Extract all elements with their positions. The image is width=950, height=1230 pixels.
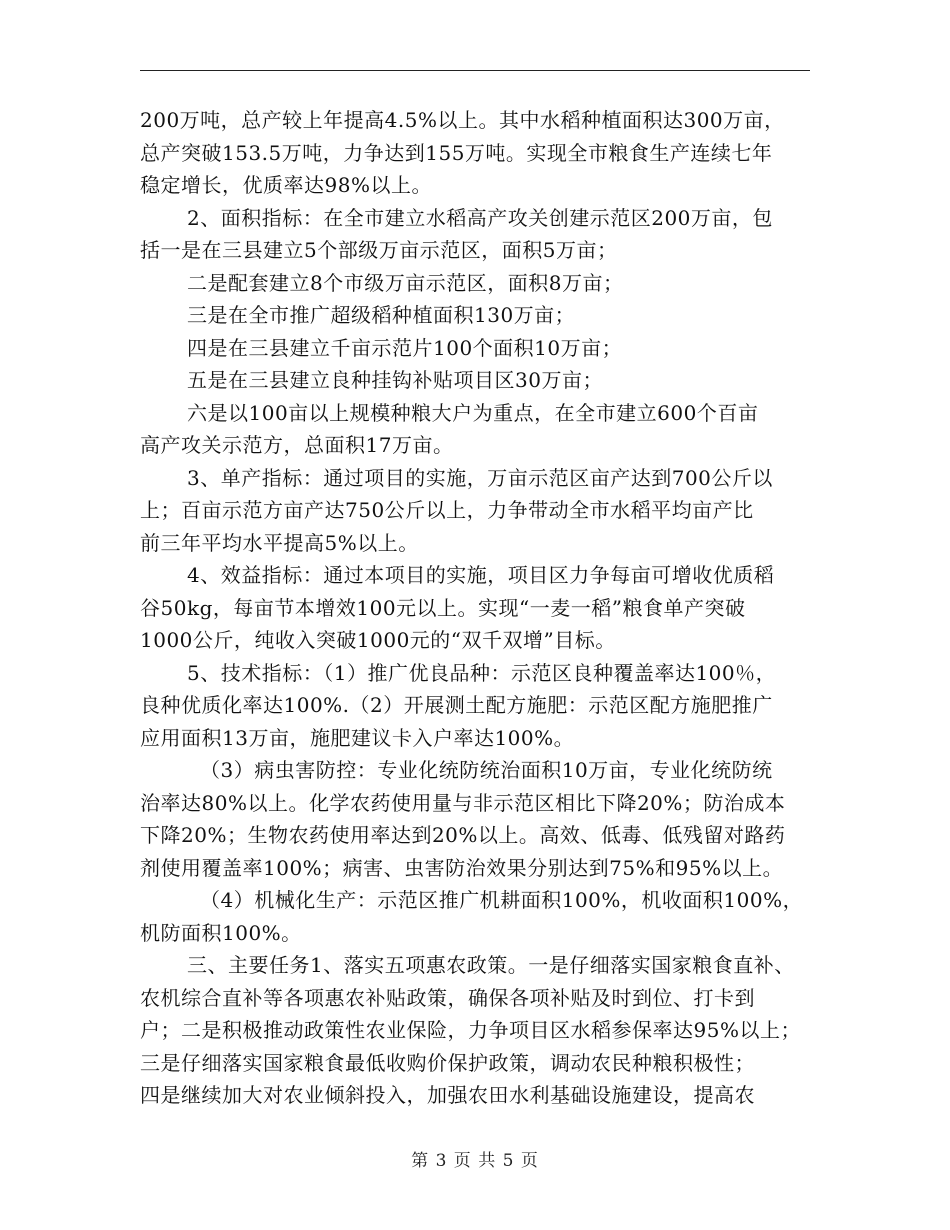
text-line: 剂使用覆盖率100%；病害、虫害防治效果分别达到75%和95%以上。 [140,855,784,880]
text-line: 机防面积100%。 [140,920,302,945]
text-line: 括一是在三县建立5个部级万亩示范区，面积5万亩； [140,238,618,262]
list-item: 三是在全市推广超级稻种植面积130万亩； [187,303,576,327]
paragraph-main-tasks: 三、主要任务1、落实五项惠农政策。一是仔细落实国家粮食直补、 [187,953,795,977]
text-line: 高产攻关示范方，总面积17万亩。 [140,433,454,457]
header-rule [140,70,810,71]
text-line: 谷50kg，每亩节本增效100元以上。实现“一麦一稻”粮食单产突破 [140,595,746,620]
paragraph-tech-indicator: 5、技术指标：（1）推广优良品种：示范区良种覆盖率达100％， [187,660,777,685]
text-line: 农机综合直补等各项惠农补贴政策，确保各项补贴及时到位、打卡到 [140,985,755,1010]
text-line: 上；百亩示范方亩产达750公斤以上，力争带动全市水稻平均亩产比 [140,498,754,522]
text-line: 下降20%；生物农药使用率达到20%以上。高效、低毒、低残留对路药 [140,823,786,847]
text-line: 1000公斤，纯收入突破1000元的“双千双增”目标。 [140,628,616,652]
text-line: 三是仔细落实国家粮食最低收购价保护政策，调动农民种粮积极性； [140,1050,755,1075]
text-line: 总产突破153.5万吨，力争达到155万吨。实现全市粮食生产连续七年 [140,140,773,165]
list-item: 五是在三县建立良种挂钩补贴项目区30万亩； [187,368,603,392]
text-line: 户；二是积极推动政策性农业保险，力争项目区水稻参保率达95%以上； [140,1018,801,1042]
list-item: 六是以100亩以上规模种粮大户为重点，在全市建立600个百亩 [187,400,759,425]
text-line: 治率达80%以上。化学农药使用量与非示范区相比下降20%；防治成本 [140,790,786,815]
paragraph-pest-control: （3）病虫害防控：专业化统防统治面积10万亩，专业化统防统 [200,758,773,782]
text-line: 200万吨，总产较上年提高4.5%以上。其中水稻种植面积达300万亩， [140,108,785,132]
text-line: 四是继续加大对农业倾斜投入，加强农田水利基础设施建设，提高农 [140,1083,755,1107]
paragraph-area-indicator: 2、面积指标：在全市建立水稻高产攻关创建示范区200万亩，包 [187,205,773,230]
text-line: 良种优质化率达100%.（2）开展测土配方施肥：示范区配方施肥推广 [140,693,773,717]
list-item: 四是在三县建立千亩示范片100个面积10万亩； [187,335,623,360]
paragraph-mechanization: （4）机械化生产：示范区推广机耕面积100%，机收面积100%， [200,888,804,912]
text-line: 应用面积13万亩，施肥建议卡入户率达100%。 [140,725,575,750]
document-body [140,104,820,1112]
paragraph-yield-indicator: 3、单产指标：通过项目的实施，万亩示范区亩产达到700公斤以 [187,465,773,490]
text-line: 稳定增长，优质率达98%以上。 [140,173,432,197]
list-item: 二是配套建立8个市级万亩示范区，面积8万亩； [187,270,624,295]
paragraph-benefit-indicator: 4、效益指标：通过本项目的实施，项目区力争每亩可增收优质稻 [187,563,775,587]
page-number-footer: 第 3 页 共 5 页 [411,1151,539,1171]
text-line: 前三年平均水平提高5%以上。 [140,530,419,555]
